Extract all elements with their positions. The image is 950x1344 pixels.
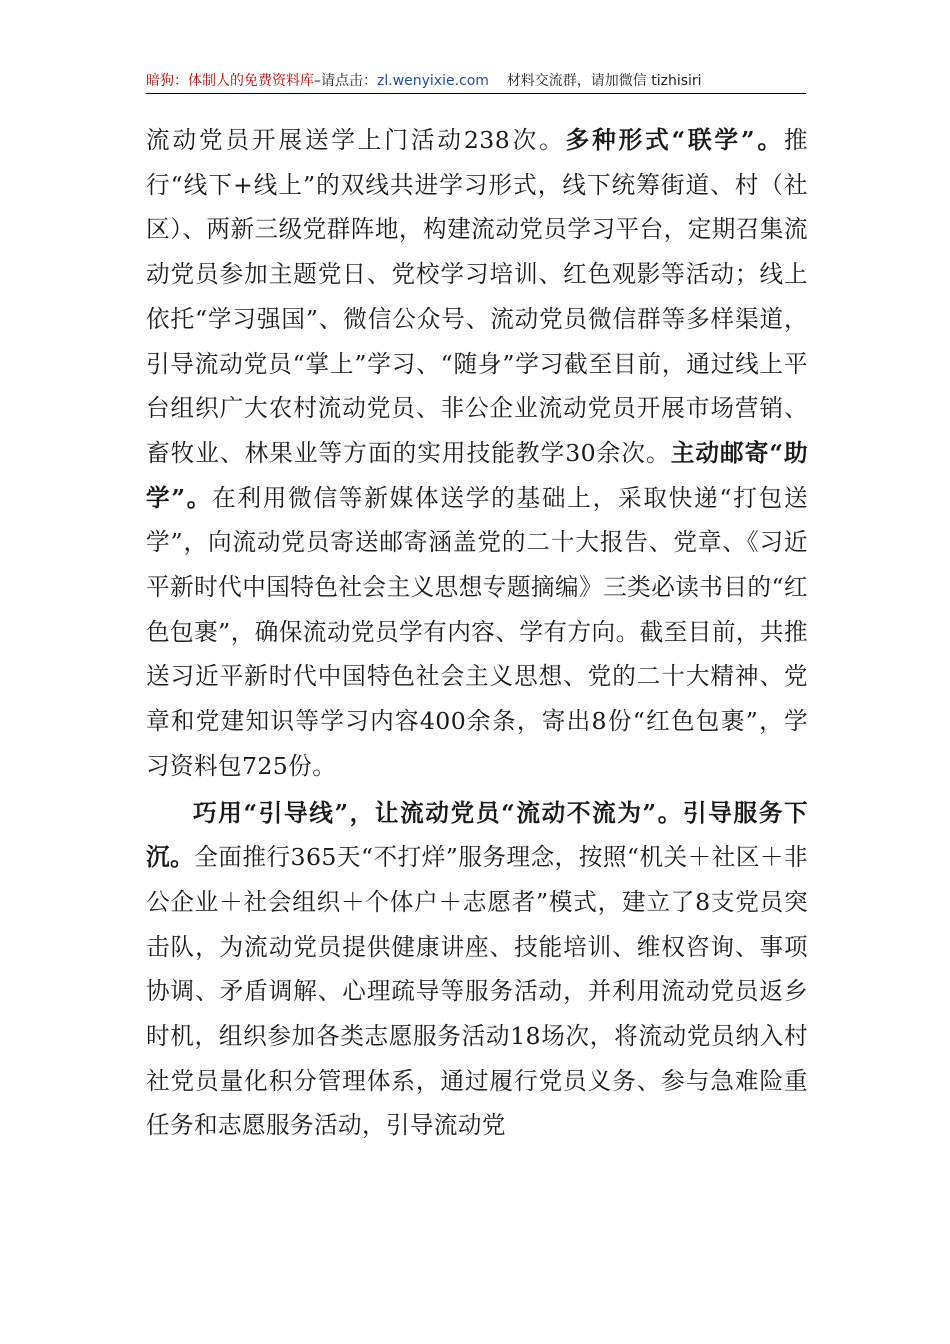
text-run: 推行“线下+线上”的双线共进学习形式，线下统筹街道、村（社区）、两新三级党群阵地，构建流动党员学习平台，定期召集流动党员参加主题党日、党校学习培训、红色观影等活动；线上依托“学习强国”、微信公众号、流动党员微信群等多样渠道，引导流动党员“掌上”学习、“随身”学习截至目前，通过线上平台组织广大农村流动党员、非公企业流动党员开展市场营销、畜牧业、林果业等方面的实用技能教学30余次。 bbox=[146, 126, 808, 467]
wechat-group-note: 材料交流群，请加微信 tizhisiri bbox=[506, 73, 702, 89]
site-name: 暗狗：体制人的免费资料库 bbox=[146, 73, 314, 89]
site-url-link[interactable]: zl.wenyixie.com bbox=[377, 73, 489, 89]
page-header bbox=[146, 70, 806, 94]
text-run: 流动党员开展送学上门活动238次。 bbox=[146, 126, 566, 154]
click-prompt: –请点击： bbox=[314, 73, 377, 89]
bold-heading-run: 多种形式“联学”。 bbox=[565, 126, 784, 154]
paragraph-guidance-line bbox=[146, 791, 808, 1149]
text-run: 在利用微信等新媒体送学的基础上，采取快递“打包送学”，向流动党员寄送邮寄涵盖党的二十大报告、党章、《习近平新时代中国特色社会主义思想专题摘编》三类必读书目的“红色包裹”，确保流动党员学有内容、学有方向。截至目前，共推送习近平新时代中国特色社会主义思想、党的二十大精神、党章和党建知识等学习内容400余条，寄出8份“红色包裹”，学习资料包725份。 bbox=[146, 483, 808, 780]
bold-heading-run: 主动邮寄“助学”。 bbox=[146, 438, 808, 512]
bold-heading-run: 巧用“引导线”，让流动党员“流动不流为”。引导服务下沉。 bbox=[146, 798, 808, 872]
text-run: 全面推行365天“不打烊”服务理念，按照“机关＋社区＋非公企业＋社会组织＋个体户＋志愿者”模式，建立了8支党员突击队，为流动党员提供健康讲座、技能培训、维权咨询、事项协调、矛盾调解、心理疏导等服务活动，并利用流动党员返乡时机，组织参加各类志愿服务活动18场次，将流动党员纳入村社党员量化积分管理体系，通过履行党员义务、参与急难险重任务和志愿服务活动，引导流动党 bbox=[146, 843, 808, 1140]
document-body bbox=[146, 118, 808, 1150]
paragraph-study-methods bbox=[146, 118, 808, 789]
header-divider bbox=[146, 93, 806, 94]
